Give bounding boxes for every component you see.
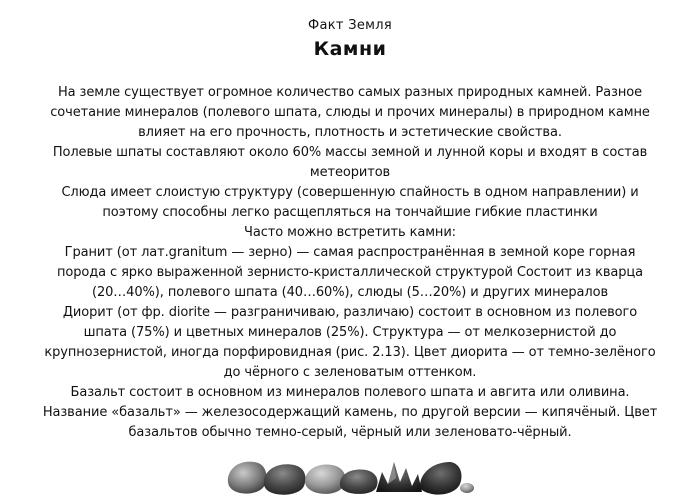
stone-1 [228, 462, 267, 494]
text-line: влияет на его прочность, плотность и эстетические свойства. [138, 125, 562, 140]
text-line: поэтому способны легко расщепляться на тончайшие гибкие пластинки [102, 205, 598, 220]
text-line: Слюда имеет слоистую структуру (совершенную спайность в одном направлении) и [61, 185, 639, 200]
text-line: Часто можно встретить камни: [244, 225, 456, 240]
stone-3 [305, 464, 345, 493]
stone-6 [420, 462, 462, 495]
text-line: Название «базальт» — железосодержащий камень, по другой версии — кипячёный. Цвет [42, 405, 658, 420]
text-line: метеоритов [309, 165, 391, 180]
text-line: На земле существует огромное количество самых разных природных камней. Разное [57, 85, 642, 100]
stone-7 [460, 483, 474, 493]
page-subtitle: Факт Земля [308, 18, 392, 33]
stones-illustration [224, 448, 476, 498]
stone-2 [264, 464, 306, 494]
text-line: Полевые шпаты составляют около 60% массы земной и лунной коры и входят в состав [52, 145, 648, 160]
page-title: Камни [313, 38, 387, 60]
stone-5 [376, 462, 422, 492]
text-line: шпата (75%) и цветных минералов (25%). Структура — от мелкозернистой до [83, 325, 617, 340]
body-text [40, 83, 660, 443]
text-line: крупнозернистой, иногда порфировидная (рис. 2.13). Цвет диорита — от темно-зелёного [44, 345, 656, 360]
text-line: до чёрного с зеленоватым оттенком. [223, 365, 477, 380]
text-line: порода с ярко выраженной зернисто-кристаллической структурой Состоит из кварца [56, 265, 644, 280]
text-line: (20…40%), полевого шпата (40…60%), слюды (5…20%) и других минералов [91, 285, 609, 300]
text-line: Диорит (от фр. diorite — разграничиваю, различаю) состоит в основном из полевого [62, 305, 638, 320]
text-line: Гранит (от лат.granitum — зерно) — самая распространённая в земной коре горная [64, 245, 636, 260]
stone-4 [340, 470, 378, 494]
text-line: сочетание минералов (полевого шпата, слюды и прочих минералы) в природном камне [50, 105, 650, 120]
text-line: Базальт состоит в основном из минералов полевого шпата и авгита или оливина. [70, 385, 630, 400]
text-line: базальтов обычно темно-серый, чёрный или зеленовато-чёрный. [128, 425, 572, 440]
